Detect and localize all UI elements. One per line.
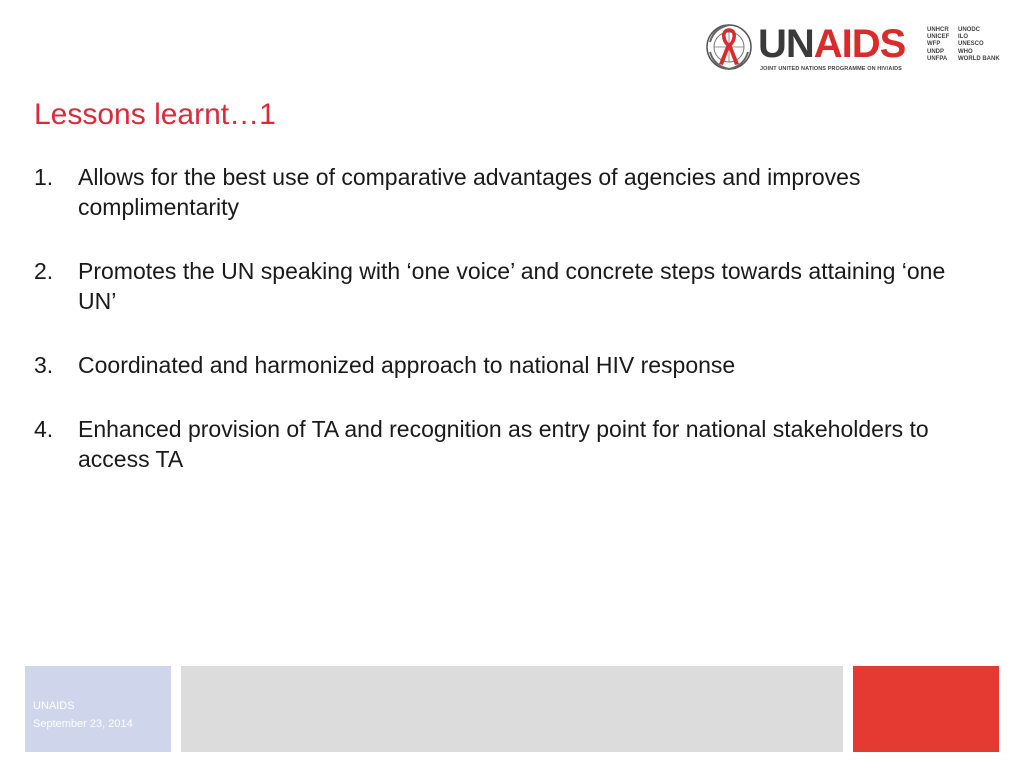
list-item [34,350,954,380]
cosponsor-name: WORLD BANK [958,55,1000,62]
un-emblem-icon [704,22,754,72]
list-item [34,162,954,222]
list-item [34,414,954,474]
unaids-logo [704,20,1004,76]
cosponsor-name: WHO [958,48,973,55]
list-item-number: 2. [34,258,54,284]
logo-tagline: JOINT UNITED NATIONS PROGRAMME ON HIV/AIDS [760,66,902,72]
list-item-number: 1. [34,164,54,190]
list-item-text: Promotes the UN speaking with ‘one voice’ and concrete steps towards attaining ‘one UN’ [78,258,946,314]
cosponsor-name: UNODC [958,27,980,33]
cosponsor-name: UNESCO [958,41,984,48]
footer-date: September 23, 2014 [33,718,133,730]
cosponsor-name: UNFPA [927,55,948,62]
lessons-list [34,162,954,508]
cosponsor-name: UNHCR [927,27,949,33]
wordmark-un: UN [758,22,814,66]
footer-gray-panel [181,666,843,752]
list-item-text: Coordinated and harmonized approach to national HIV response [78,352,736,378]
footer-red-panel [853,666,999,752]
list-item-text: Allows for the best use of comparative advantages of agencies and improves complimentarity [78,164,861,220]
cosponsor-name: UNICEF [927,34,950,41]
cosponsor-name: ILO [958,34,968,41]
list-item-number: 3. [34,352,54,378]
cosponsor-name: UNDP [927,48,945,55]
footer-org: UNAIDS [33,700,75,712]
footer-blue-panel [25,666,171,752]
list-item [34,256,954,316]
slide-title: Lessons learnt…1 [34,98,276,131]
wordmark-aids: AIDS [813,22,906,66]
unaids-wordmark [758,20,905,68]
cosponsors-column-1 [927,27,949,63]
cosponsors-column-2 [958,27,1000,63]
list-item-text: Enhanced provision of TA and recognition as entry point for national stakeholders to access TA [78,416,929,472]
list-item-number: 4. [34,416,54,442]
cosponsor-name: WFP [927,41,941,48]
